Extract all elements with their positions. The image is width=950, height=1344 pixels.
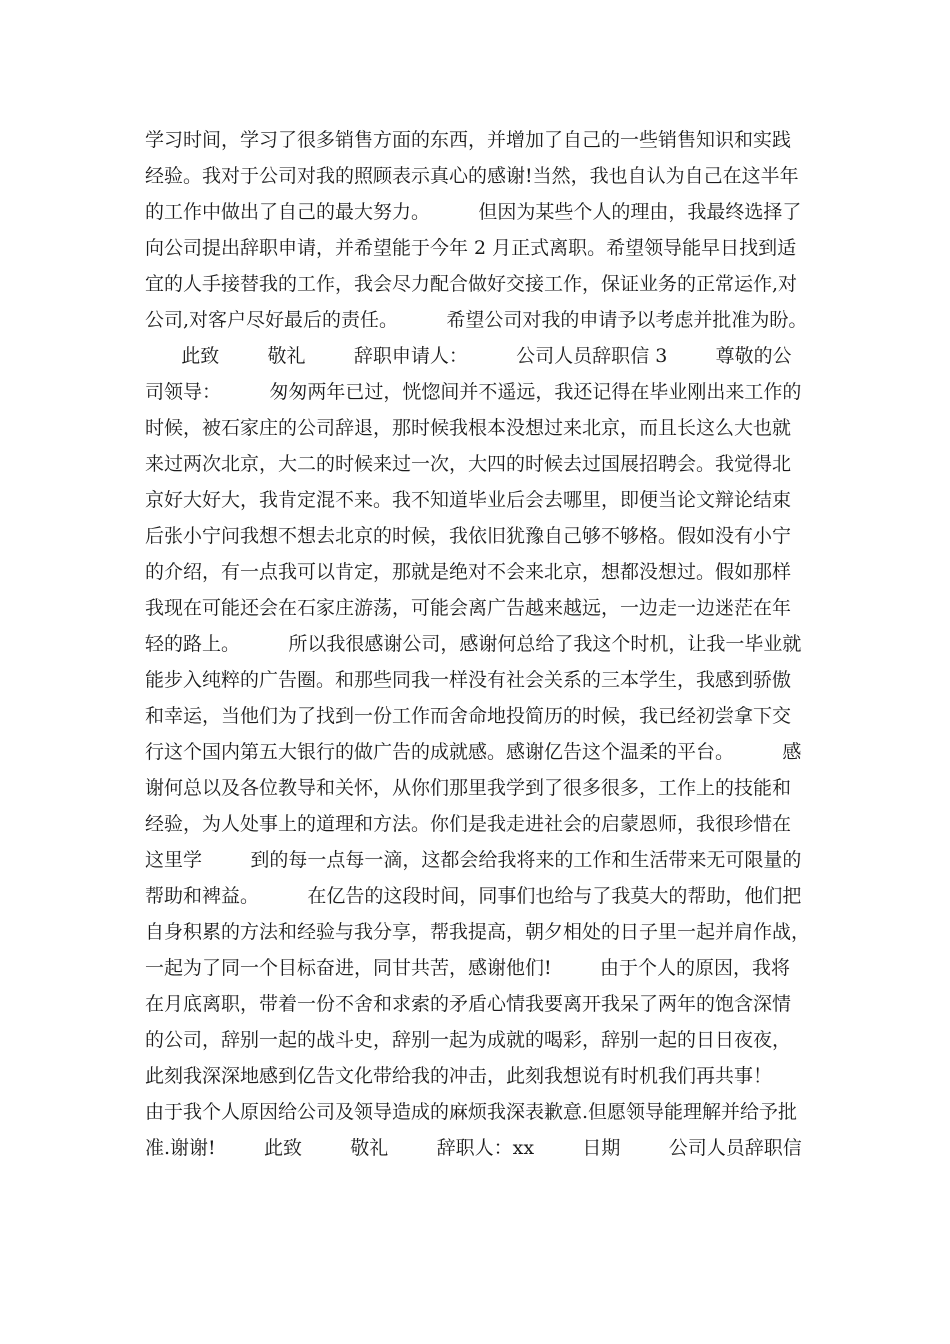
text-line: 的工作中做出了自己的最大努力。 但因为某些个人的理由，我最终选择了 xyxy=(145,201,802,223)
text-line: 向公司提出辞职申请，并希望能于今年 2 月正式离职。希望领导能早日找到适 xyxy=(145,237,797,259)
text-line: 时候，被石家庄的公司辞退，那时候我根本没想过来北京，而且长这么大也就 xyxy=(145,417,792,439)
text-line: 这里学 到的每一点每一滴，这都会给我将来的工作和生活带来无可限量的 xyxy=(145,849,802,871)
text-line: 由于我个人原因给公司及领导造成的麻烦我深表歉意.但愿领导能理解并给予批 xyxy=(145,1101,798,1123)
text-line: 行这个国内第五大银行的做广告的成就感。感谢亿告这个温柔的平台。 感 xyxy=(145,741,802,763)
text-line: 谢何总以及各位教导和关怀，从你们那里我学到了很多很多，工作上的技能和 xyxy=(145,777,792,799)
text-line: 准.谢谢! 此致 敬礼 辞职人：xx 日期 公司人员辞职信 xyxy=(145,1137,802,1159)
text-line: 帮助和裨益。 在亿告的这段时间，同事们也给与了我莫大的帮助，他们把 xyxy=(145,885,802,907)
text-line: 学习时间，学习了很多销售方面的东西，并增加了自己的一些销售知识和实践 xyxy=(145,129,792,151)
text-line: 在月底离职，带着一份不舍和求索的矛盾心情我要离开我呆了两年的饱含深情 xyxy=(145,993,792,1015)
text-line: 经验，为人处事上的道理和方法。你们是我走进社会的启蒙恩师，我很珍惜在 xyxy=(145,813,792,835)
body-text xyxy=(145,122,825,1166)
text-line: 此致 敬礼 辞职申请人： 公司人员辞职信 3 尊敬的公 xyxy=(145,345,792,367)
text-line: 此刻我深深地感到亿告文化带给我的冲击，此刻我想说有时机我们再共事！ xyxy=(145,1065,773,1087)
text-line: 宜的人手接替我的工作，我会尽力配合做好交接工作，保证业务的正常运作,对 xyxy=(145,273,798,295)
text-line: 一起为了同一个目标奋进，同甘共苦，感谢他们! 由于个人的原因，我将 xyxy=(145,957,790,979)
text-line: 的介绍，有一点我可以肯定，那就是绝对不会来北京，想都没想过。假如那样 xyxy=(145,561,792,583)
text-line: 和幸运，当他们为了找到一份工作而舍命地投简历的时候，我已经初尝拿下交 xyxy=(145,705,792,727)
text-line: 轻的路上。 所以我很感谢公司，感谢何总给了我这个时机，让我一毕业就 xyxy=(145,633,802,655)
text-line: 公司,对客户尽好最后的责任。 希望公司对我的申请予以考虑并批准为盼。 xyxy=(145,309,808,331)
text-line: 能步入纯粹的广告圈。和那些同我一样没有社会关系的三本学生，我感到骄傲 xyxy=(145,669,792,691)
text-line: 来过两次北京，大二的时候来过一次，大四的时候去过国展招聘会。我觉得北 xyxy=(145,453,792,475)
text-line: 京好大好大，我肯定混不来。我不知道毕业后会去哪里，即便当论文辩论结束 xyxy=(145,489,792,511)
text-line: 经验。我对于公司对我的照顾表示真心的感谢!当然，我也自认为自己在这半年 xyxy=(145,165,799,187)
text-line: 后张小宁问我想不想去北京的时候，我依旧犹豫自己够不够格。假如没有小宁 xyxy=(145,525,792,547)
text-line: 自身积累的方法和经验与我分享，帮我提高，朝夕相处的日子里一起并肩作战， xyxy=(145,921,811,943)
text-line: 我现在可能还会在石家庄游荡，可能会离广告越来越远，一边走一边迷茫在年 xyxy=(145,597,792,619)
text-line: 的公司，辞别一起的战斗史，辞别一起为成就的喝彩，辞别一起的日日夜夜， xyxy=(145,1029,792,1051)
text-line: 司领导： 匆匆两年已过，恍惚间并不遥远，我还记得在毕业刚出来工作的 xyxy=(145,381,802,403)
